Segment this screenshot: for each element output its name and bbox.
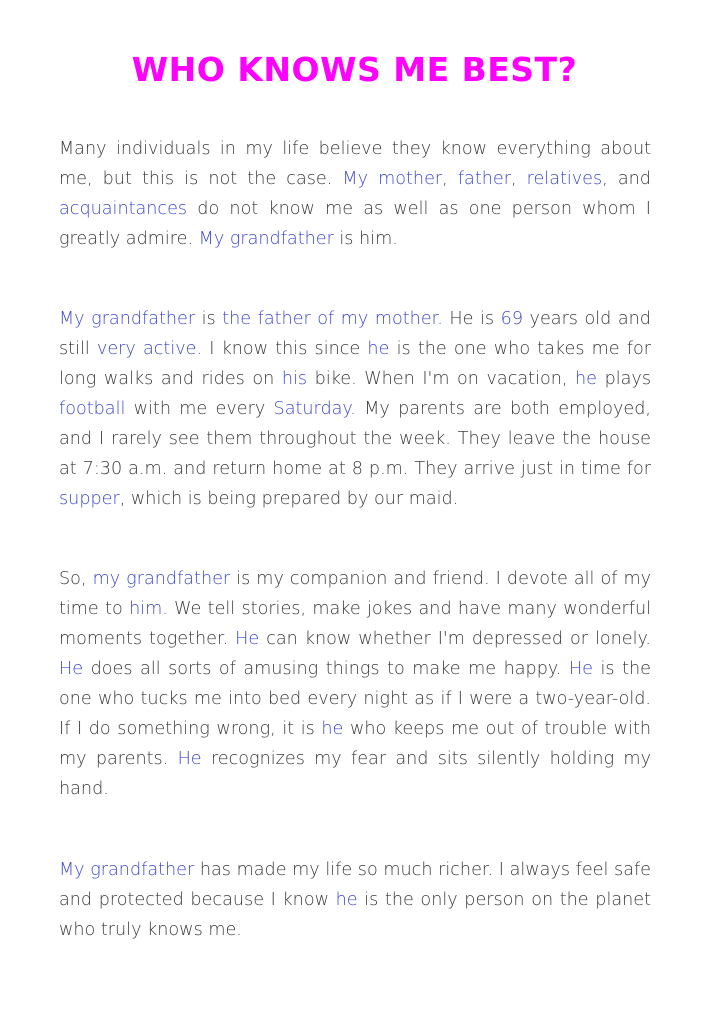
highlighted-phrase: 69 [500, 309, 524, 329]
highlighted-phrase: he [335, 890, 358, 910]
text-segment: plays [597, 369, 651, 389]
highlighted-phrase: he [575, 369, 598, 389]
highlighted-phrase: supper [59, 489, 120, 509]
highlighted-phrase: acquaintances [59, 199, 188, 219]
paragraph-3 [59, 564, 651, 804]
highlighted-phrase: My grandfather [59, 309, 196, 329]
text-segment: is my companion and friend. I devote all of my time to [59, 569, 651, 619]
text-segment: Many individuals in my life believe they know everything about me, but this is not the case. [59, 139, 651, 189]
paragraph-1 [59, 134, 651, 254]
highlighted-phrase: very active. [96, 339, 203, 359]
highlighted-phrase: his [281, 369, 308, 389]
highlighted-phrase: My grandfather [198, 229, 334, 249]
page-title: WHO KNOWS ME BEST? [131, 50, 578, 89]
text-segment: We tell stories, make jokes and have many wonderful moments together. [59, 599, 651, 649]
text-segment: with me every [125, 399, 274, 419]
text-segment: who keeps me out of trouble with my parents. [59, 719, 651, 769]
text-segment: So, [59, 569, 93, 589]
highlighted-phrase: relatives [526, 169, 603, 189]
text-segment: has made my life so much richer. I always feel safe and protected because I know [59, 860, 651, 910]
text-segment: I know this since [202, 339, 368, 359]
text-segment: bike. When I'm on vacation, [307, 369, 576, 389]
text-segment: is the one who tucks me into bed every night as if I were a two-year-old. If I do something wrong, it is [59, 659, 651, 739]
text-segment: do not know me as well as one person whom I greatly admire. [59, 199, 651, 249]
text-segment: is him. [333, 229, 398, 249]
highlighted-phrase: father [457, 169, 511, 189]
text-segment: , and [602, 169, 651, 189]
highlighted-phrase: he [321, 719, 344, 739]
highlighted-phrase: my grandfather [92, 569, 231, 589]
text-segment: can know whether I'm depressed or lonely. [259, 629, 651, 649]
highlighted-phrase: He [235, 629, 260, 649]
text-segment: is [195, 309, 223, 329]
text-segment: is the one who takes me for long walks and rides on [59, 339, 651, 389]
paragraph-2 [59, 304, 651, 514]
highlighted-phrase: he [367, 339, 390, 359]
text-segment: He is [442, 309, 501, 329]
highlighted-phrase: Saturday. [273, 399, 356, 419]
highlighted-phrase: him. [129, 599, 168, 619]
text-segment: is the only person on the planet who truly knows me. [59, 890, 651, 940]
text-segment: , [442, 169, 458, 189]
highlighted-phrase: the father of my mother. [222, 309, 443, 329]
highlighted-phrase: He [568, 659, 593, 679]
text-segment: My parents are both employed, and I rarely see them throughout the week. They leave the house at 7:30 a.m. and return home at 8 p.m. They arrive just in time for [59, 399, 651, 479]
highlighted-phrase: He [59, 659, 84, 679]
text-segment: years old and still [59, 309, 651, 359]
highlighted-phrase: My mother [342, 169, 443, 189]
text-segment: recognizes my fear and sits silently holding my hand. [59, 749, 651, 799]
highlighted-phrase: He [177, 749, 202, 769]
paragraph-4 [59, 855, 651, 945]
text-segment: , which is being prepared by our maid. [119, 489, 459, 509]
highlighted-phrase: My grandfather [59, 860, 195, 880]
text-segment: , [510, 169, 527, 189]
text-segment: does all sorts of amusing things to make me happy. [83, 659, 569, 679]
highlighted-phrase: football [59, 399, 126, 419]
